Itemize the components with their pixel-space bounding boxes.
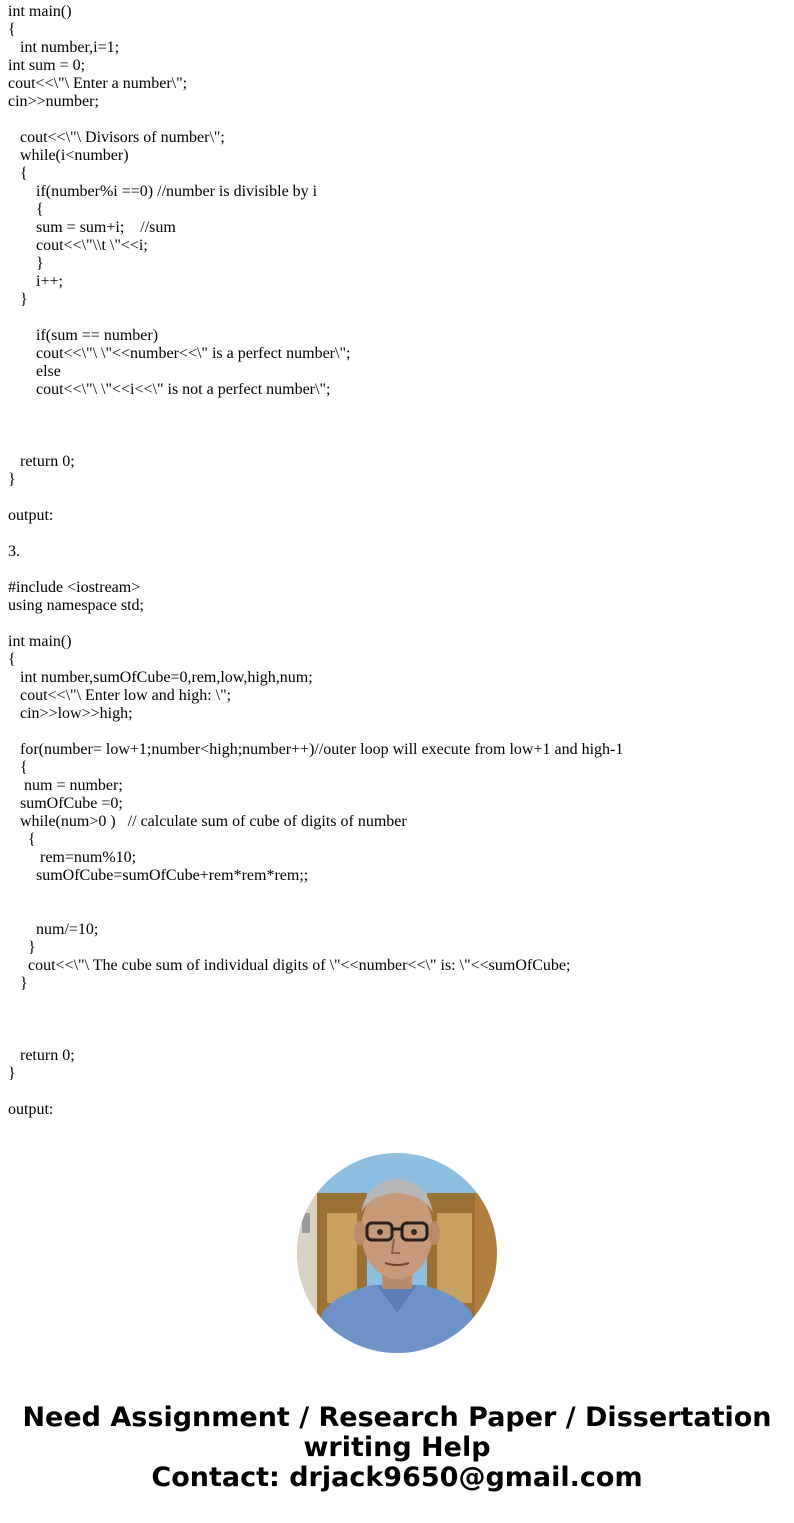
author-avatar <box>297 1153 497 1353</box>
code-line: sumOfCube =0; <box>8 795 123 812</box>
code-line <box>8 903 788 921</box>
code-line <box>8 417 788 435</box>
code-line: } <box>8 975 28 992</box>
code-line <box>8 615 788 633</box>
code-line: rem=num%10; <box>8 849 137 866</box>
promo-line-1: Need Assignment / Research Paper / Dissertation <box>22 1402 772 1433</box>
code-line: { <box>8 21 16 38</box>
code-line: { <box>8 831 36 848</box>
code-line: { <box>8 651 16 668</box>
code-line: output: <box>8 507 54 524</box>
code-line: output: <box>8 1101 54 1118</box>
code-line <box>8 525 788 543</box>
code-line <box>8 399 788 417</box>
code-line: cout<<\"\ \"<<number<<\" is a perfect number\"; <box>8 345 351 362</box>
code-line <box>8 1029 788 1047</box>
code-line: else <box>8 363 61 380</box>
code-line: while(i<number) <box>8 147 129 164</box>
code-line: cout<<\"\ Divisors of number\"; <box>8 129 225 146</box>
code-line <box>8 111 788 129</box>
code-line: { <box>8 165 28 182</box>
code-line: cout<<\"\ Enter low and high: \"; <box>8 687 232 704</box>
code-line: } <box>8 1065 16 1082</box>
code-line: while(num>0 ) // calculate sum of cube of digits of number <box>8 813 407 830</box>
code-line: cout<<\"\ Enter a number\"; <box>8 75 188 92</box>
code-line: int number,i=1; <box>8 39 120 56</box>
code-line: } <box>8 939 36 956</box>
code-line: for(number= low+1;number<high;number++)//outer loop will execute from low+1 and high-1 <box>8 741 624 758</box>
code-line: sum = sum+i; //sum <box>8 219 176 236</box>
code-line: } <box>8 291 28 308</box>
code-line: { <box>8 201 44 218</box>
avatar-photo <box>297 1153 497 1353</box>
code-line <box>8 723 788 741</box>
code-line: 3. <box>8 543 20 560</box>
code-line <box>8 489 788 507</box>
code-listing <box>8 3 788 1119</box>
code-line: int main() <box>8 3 72 20</box>
help-promo <box>0 1403 794 1493</box>
code-line <box>8 1083 788 1101</box>
code-line <box>8 885 788 903</box>
code-line <box>8 309 788 327</box>
code-line: return 0; <box>8 453 75 470</box>
code-line: } <box>8 255 44 272</box>
promo-line-2: writing Help <box>303 1432 491 1463</box>
code-line: #include <iostream> <box>8 579 141 596</box>
code-line <box>8 1011 788 1029</box>
code-line: } <box>8 471 16 488</box>
code-line: if(number%i ==0) //number is divisible by i <box>8 183 318 200</box>
code-line: int sum = 0; <box>8 57 86 74</box>
code-line: return 0; <box>8 1047 75 1064</box>
code-line <box>8 435 788 453</box>
code-line: cout<<\"\ \"<<i<<\" is not a perfect number\"; <box>8 381 331 398</box>
code-line <box>8 561 788 579</box>
code-line: sumOfCube=sumOfCube+rem*rem*rem;; <box>8 867 309 884</box>
code-line: { <box>8 759 28 776</box>
code-line: cout<<\"\ The cube sum of individual digits of \"<<number<<\" is: \"<<sumOfCube; <box>8 957 571 974</box>
code-line: cout<<\"\\t \"<<i; <box>8 237 148 254</box>
code-line: num/=10; <box>8 921 99 938</box>
code-line: int main() <box>8 633 72 650</box>
promo-line-3: Contact: drjack9650@gmail.com <box>151 1462 643 1493</box>
code-line: cin>>number; <box>8 93 99 110</box>
code-line <box>8 993 788 1011</box>
code-line: using namespace std; <box>8 597 144 614</box>
code-line: if(sum == number) <box>8 327 159 344</box>
code-line: i++; <box>8 273 63 290</box>
code-line: int number,sumOfCube=0,rem,low,high,num; <box>8 669 313 686</box>
code-line: num = number; <box>8 777 123 794</box>
code-line: cin>>low>>high; <box>8 705 133 722</box>
